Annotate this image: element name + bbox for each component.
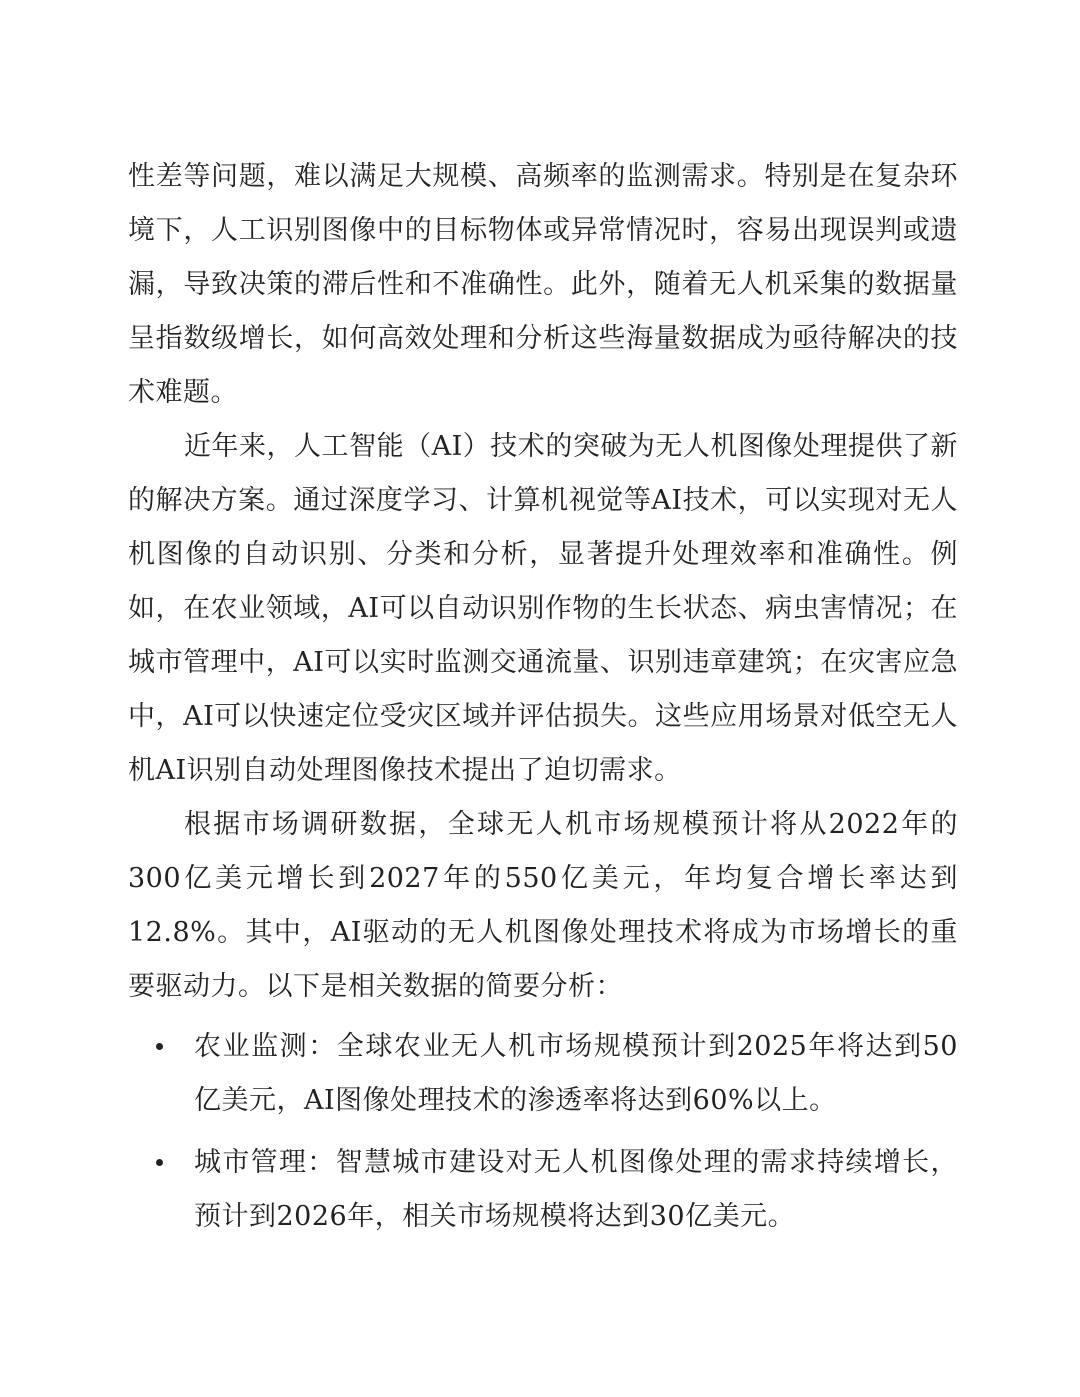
bullet-list bbox=[128, 1020, 958, 1244]
paragraph-continued: 性差等问题，难以满足大规模、高频率的监测需求。特别是在复杂环境下，人工识别图像中的目标物体或异常情况时，容易出现误判或遗漏，导致决策的滞后性和不准确性。此外，随着无人机采集的数据量呈指数级增长，如何高效处理和分析这些海量数据成为亟待解决的技术难题。 bbox=[128, 161, 958, 408]
bullet-text-city: 城市管理：智慧城市建设对无人机图像处理的需求持续增长，预计到2026年，相关市场规模将达到30亿美元。 bbox=[194, 1147, 958, 1232]
list-item bbox=[128, 1136, 958, 1244]
bullet-dot-icon bbox=[156, 1159, 163, 1166]
paragraph-ai-breakthrough: 近年来，人工智能（AI）技术的突破为无人机图像处理提供了新的解决方案。通过深度学习、计算机视觉等AI技术，可以实现对无人机图像的自动识别、分类和分析，显著提升处理效率和准确性。例如，在农业领域，AI可以自动识别作物的生长状态、病虫害情况；在城市管理中，AI可以实时监测交通流量、识别违章建筑；在灾害应急中，AI可以快速定位受灾区域并评估损失。这些应用场景对低空无人机AI识别自动处理图像技术提出了迫切需求。 bbox=[128, 431, 958, 786]
document-body bbox=[128, 150, 958, 1252]
list-item bbox=[128, 1020, 958, 1128]
bullet-dot-icon bbox=[156, 1043, 163, 1050]
bullet-text-agriculture: 农业监测：全球农业无人机市场规模预计到2025年将达到50亿美元，AI图像处理技术的渗透率将达到60%以上。 bbox=[194, 1031, 958, 1116]
paragraph-market-data: 根据市场调研数据，全球无人机市场规模预计将从2022年的300亿美元增长到2027年的550亿美元，年均复合增长率达到12.8%。其中，AI驱动的无人机图像处理技术将成为市场增长的重要驱动力。以下是相关数据的简要分析： bbox=[128, 809, 958, 1002]
